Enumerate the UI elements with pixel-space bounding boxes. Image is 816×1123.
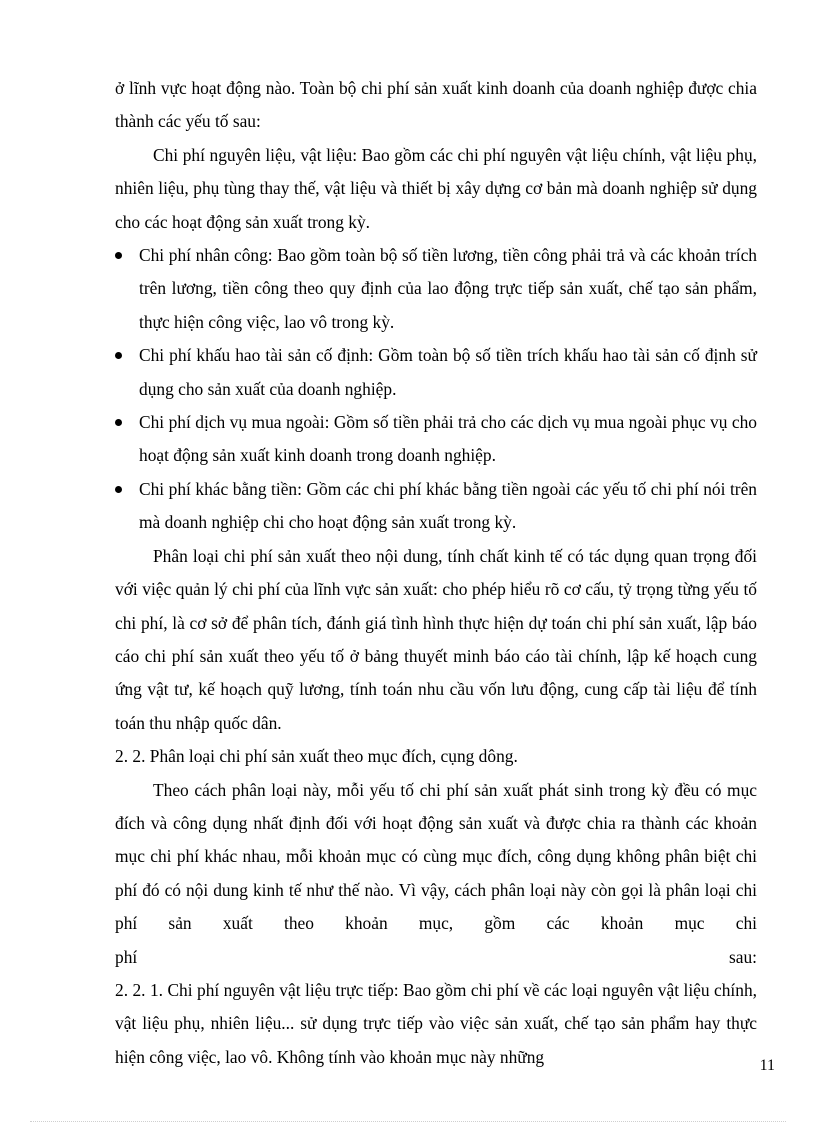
paragraph-material-costs: Chi phí nguyên liệu, vật liệu: Bao gồm các chi phí nguyên vật liệu chính, vật liệu phụ, nhiên liệu, phụ tùng thay thế, vật liệu và thiết bị xây dựng cơ bản mà doanh nghiệp sử dụng cho các hoạt động sản xuất trong kỳ. bbox=[115, 144, 757, 232]
paragraph-purpose-classification: Theo cách phân loại này, mỗi yếu tố chi phí sản xuất phát sinh trong kỳ đều có mục đích và công dụng nhất định đối với hoạt động sản xuất và được chia ra thành các khoản mục chi phí khác nhau, mỗi khoản mục có cùng mục đích, công dụng không phân biệt chi phí đó có nội dung kinh tế như thế nào. Vì vậy, cách phân loại này còn gọi là phân loại chi phí sản xuất theo khoản mục, gồm các khoản mục chi bbox=[115, 779, 757, 934]
bullet-text: Chi phí khác bằng tiền: Gồm các chi phí khác bằng tiền ngoài các yếu tố chi phí nói trên mà doanh nghiệp chi cho hoạt động sản xuất trong kỳ. bbox=[139, 478, 757, 533]
bullet-text: Chi phí dịch vụ mua ngoài: Gồm số tiền phải trả cho các dịch vụ mua ngoài phục vụ cho hoạt động sản xuất kinh doanh trong doanh nghiệp. bbox=[139, 412, 757, 466]
bullet-labor-costs bbox=[115, 239, 757, 339]
page-bottom-divider bbox=[30, 1121, 786, 1122]
bullet-icon bbox=[115, 252, 122, 259]
body-text bbox=[115, 72, 757, 1074]
bullet-icon bbox=[115, 352, 122, 359]
bullet-icon bbox=[115, 419, 122, 426]
paragraph-purpose-classification-end: phí sau: bbox=[115, 946, 757, 967]
bullet-icon bbox=[115, 486, 122, 493]
section-heading-2-2: 2. 2. Phân loại chi phí sản xuất theo mục đích, cụng dông. bbox=[115, 746, 518, 767]
paragraph-direct-materials: 2. 2. 1. Chi phí nguyên vật liệu trực tiếp: Bao gồm chi phí về các loại nguyên vật liệu chính, vật liệu phụ, nhiên liệu... sử dụng trực tiếp vào việc sản xuất, chế tạo sản phẩm hay thực hiện công việc, lao vô. Không tính vào khoản mục này những bbox=[115, 979, 757, 1067]
paragraph-classification-benefits: Phân loại chi phí sản xuất theo nội dung, tính chất kinh tế có tác dụng quan trọng đối với việc quản lý chi phí của lĩnh vực sản xuất: cho phép hiểu rõ cơ cấu, tỷ trọng từng yếu tố chi phí, là cơ sở để phân tích, đánh giá tình hình thực hiện dự toán chi phí sản xuất, lập báo cáo chi phí sản xuất theo yếu tố ở bảng thuyết minh báo cáo tài chính, lập kế hoạch cung ứng vật tư, kế hoạch quỹ lương, tính toán nhu cầu vốn lưu động, cung cấp tài liệu để tính toán thu nhập quốc dân. bbox=[115, 545, 757, 733]
page-number: 11 bbox=[759, 1057, 775, 1074]
bullet-outsourced-services bbox=[115, 406, 757, 473]
bullet-other-cash-costs bbox=[115, 473, 757, 540]
bullet-text: Chi phí nhân công: Bao gồm toàn bộ số tiền lương, tiền công phải trả và các khoản trích trên lương, tiền công theo quy định của lao động trực tiếp sản xuất, chế tạo sản phẩm, thực hiện công việc, lao vô trong kỳ. bbox=[139, 245, 757, 332]
bullet-text: Chi phí khấu hao tài sản cố định: Gồm toàn bộ số tiền trích khấu hao tài sản cố định sử dụng cho sản xuất của doanh nghiệp. bbox=[139, 345, 757, 399]
bullet-depreciation bbox=[115, 339, 757, 406]
paragraph-continuation: ở lĩnh vực hoạt động nào. Toàn bộ chi phí sản xuất kinh doanh của doanh nghiệp được chia thành các yếu tố sau: bbox=[115, 78, 757, 132]
